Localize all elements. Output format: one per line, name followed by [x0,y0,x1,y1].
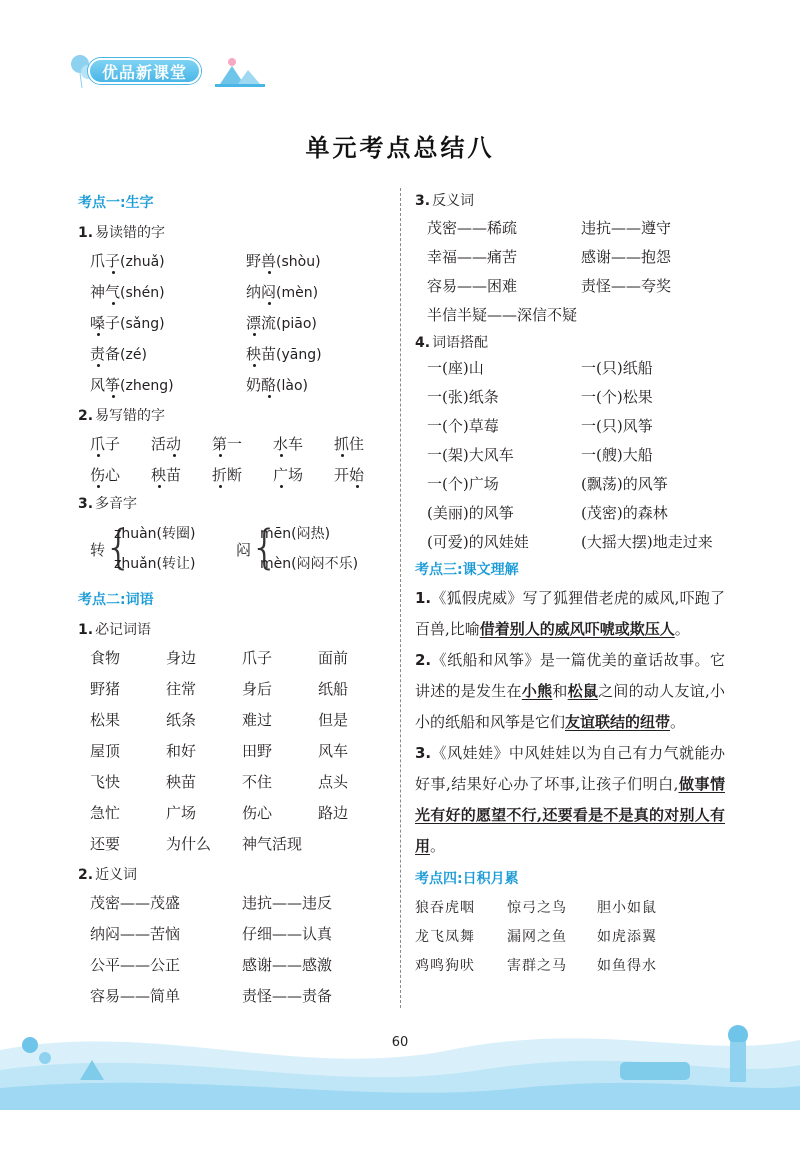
read-item [246,308,317,340]
emphasis-dot-char: 秧 [246,339,261,370]
collocation-row [415,412,725,441]
antonym-item: 责怪——夸奖 [581,277,672,295]
read-row [78,339,378,370]
collocation-item: 一(个)草莓 [427,417,499,435]
write-item [334,429,364,460]
right-column [415,192,725,981]
antonym-item: 半信半疑——深信不疑 [427,306,578,324]
footer-wave [0,1010,800,1110]
word-char: 场 [288,466,304,484]
emphasis-dot-char: 广 [273,460,288,491]
collocation-item: 一(张)纸条 [427,388,499,406]
word-item: 身后 [242,680,273,698]
word-char: 心 [105,466,121,484]
write-word [151,466,181,484]
polyphone-char: 转 [90,541,106,559]
synonym-row [78,919,378,950]
write-item [212,460,242,491]
word-item: 不住 [242,773,273,791]
synonym-item: 茂密——茂盛 [90,894,181,912]
emphasis-dot-char: 筝 [105,370,120,401]
word-item: 广场 [166,804,197,822]
synonym-item: 仔细——认真 [242,925,333,943]
word-char: 苗 [166,466,182,484]
page-number: 60 [391,1035,409,1050]
word-char: 野 [246,252,262,270]
idiom-item: 鸡鸣狗吠 [415,958,475,974]
understanding-paragraph-1: 1.《狐假虎威》写了狐狸借老虎的威风,吓跑了百兽,比喻借着别人的威风吓唬或欺压人。 [415,589,725,638]
idiom-item: 惊弓之鸟 [507,900,567,916]
idiom-item: 如虎添翼 [597,929,657,945]
collocation-item: (飘荡)的风筝 [581,475,668,493]
emphasis-dot-char: 气 [105,277,120,308]
understanding-paragraph-3: 3.《风娃娃》中风娃娃以为自己有力气就能办好事,结果好心办了坏事,让孩子们明白,做事情光有好的愿望不行,还要看是不是真的对别人有用。 [415,744,725,855]
polyphone-reading: zhuàn(转圈) [114,526,196,542]
word-item: 野猪 [90,680,121,698]
read-word [90,345,120,363]
word-item: 和好 [166,742,197,760]
must-remember-words [78,643,378,860]
word-item: 神气活现 [242,835,303,853]
emphasis-dot-char: 始 [349,460,364,491]
idiom-item: 如鱼得水 [597,958,657,974]
collocation-item: (可爱)的风娃娃 [427,533,529,551]
word-item: 往常 [166,680,197,698]
column-divider [400,188,401,1008]
collocation-row [415,354,725,383]
subhead-synonyms: 2. 近义词 [78,867,138,883]
synonym-row [78,950,378,981]
antonym-row [415,301,725,330]
write-word [90,466,120,484]
read-word [246,283,276,301]
read-word [246,314,276,332]
emphasis-dot-char: 秧 [151,460,166,491]
word-item: 食物 [90,649,121,667]
idiom-row [415,952,725,981]
word-item: 纸条 [166,711,197,729]
collocation-item: 一(座)山 [427,359,484,377]
write-word [212,435,242,453]
emphasis-dot-char: 第 [212,429,227,460]
synonym-item: 责怪——责备 [242,987,333,1005]
polyphone-reading: zhuǎn(转让) [114,556,196,572]
read-row [78,370,378,401]
emphasis-dot-char: 子 [105,246,120,277]
subhead-polyphone: 3. 多音字 [78,496,138,512]
write-item [273,460,303,491]
emphasis-dot-char: 动 [166,429,181,460]
emphasis-dot-char: 水 [273,429,288,460]
pinyin: (shòu) [276,254,321,270]
word-item: 身边 [166,649,197,667]
read-word [246,345,276,363]
word-char: 备 [105,345,121,363]
collocation-item: 一(个)广场 [427,475,499,493]
word-char: 子 [105,435,121,453]
word-char: 风 [90,376,106,394]
word-item: 风车 [318,742,349,760]
word-char: 车 [288,435,304,453]
collocation-row [415,528,725,557]
write-item [151,429,181,460]
polyphone-block [78,519,378,581]
collocation-item: 一(只)纸船 [581,359,653,377]
subhead-easy-write: 2. 易写错的字 [78,408,166,424]
section-head-2: 考点二:词语 [78,592,154,608]
words-row [78,829,378,860]
antonym-row [415,214,725,243]
read-row [78,277,378,308]
emphasis-dot-char: 兽 [261,246,276,277]
read-item [246,370,308,402]
read-row [78,308,378,339]
antonym-item: 茂密——稀疏 [427,219,518,237]
word-item: 点头 [318,773,349,791]
word-item: 面前 [318,649,349,667]
word-item: 秧苗 [166,773,197,791]
emphasis-dot-char: 闷 [261,277,276,308]
read-item [246,246,321,278]
read-item [90,308,165,340]
emphasis-dot-char: 责 [90,339,105,370]
read-item [246,339,322,371]
collocation-item: 一(只)风筝 [581,417,653,435]
pinyin: (zheng) [120,378,174,394]
read-row [78,246,378,277]
synonym-row [78,888,378,919]
word-char: 流 [261,314,277,332]
section-head-1: 考点一:生字 [78,195,154,211]
word-item: 路边 [318,804,349,822]
section-head-4: 考点四:日积月累 [415,871,519,887]
antonym-item: 幸福——痛苦 [427,248,518,266]
emphasis-dot-char: 抓 [334,429,349,460]
word-item: 爪子 [242,649,273,667]
words-row [78,798,378,829]
word-item: 还要 [90,835,121,853]
pinyin: (sǎng) [120,316,165,332]
words-row [78,767,378,798]
write-word [273,435,303,453]
write-row [78,460,378,491]
word-char: 子 [105,314,121,332]
word-item: 急忙 [90,804,121,822]
idiom-item: 龙飞凤舞 [415,929,475,945]
brace-icon: { [104,520,134,574]
read-word [246,252,276,270]
read-word [246,376,276,394]
write-word [273,466,303,484]
synonym-item: 容易——简单 [90,987,181,1005]
word-char: 爪 [90,252,106,270]
word-item: 松果 [90,711,121,729]
write-row [78,429,378,460]
word-char: 奶 [246,376,262,394]
easy-write-list [78,429,378,491]
write-word [90,435,120,453]
subhead-collocations: 4. 词语搭配 [415,335,489,351]
word-char: 神 [90,283,106,301]
collocation-item: (大摇大摆)地走过来 [581,533,713,551]
word-char: 活 [151,435,167,453]
antonym-row [415,272,725,301]
brace-icon: { [250,520,280,574]
read-item [246,277,318,309]
logo-text: 优品新课堂 [88,58,201,84]
pinyin: (mèn) [276,285,319,301]
emphasis-dot-char: 折 [212,460,227,491]
section-head-3: 考点三:课文理解 [415,562,519,578]
word-item: 伤心 [242,804,273,822]
emphasis-dot-char: 漂 [246,308,261,339]
words-row [78,674,378,705]
read-word [90,314,120,332]
understanding-paragraph-2: 2.《纸船和风筝》是一篇优美的童话故事。它讲述的是发生在小熊和松鼠之间的动人友谊,小小的纸船和风筝是它们友谊联结的纽带。 [415,651,725,731]
write-item [90,429,120,460]
word-item: 飞快 [90,773,121,791]
collocations-list [415,354,725,557]
idiom-item: 狼吞虎咽 [415,900,475,916]
synonym-item: 纳闷——苦恼 [90,925,181,943]
pinyin: (piāo) [276,316,317,332]
idiom-item: 漏网之鱼 [507,929,567,945]
antonyms-list [415,214,725,330]
subhead-antonyms: 3. 反义词 [415,193,475,209]
write-word [151,435,181,453]
write-word [212,466,242,484]
word-item: 屋顶 [90,742,121,760]
emphasis-dot-char: 伤 [90,460,105,491]
word-char: 苗 [261,345,277,363]
words-row [78,643,378,674]
left-column [78,192,378,1012]
idiom-row [415,923,725,952]
subhead-must-remember: 1. 必记词语 [78,622,152,638]
read-word [90,283,120,301]
pinyin: (shén) [120,285,165,301]
word-item: 难过 [242,711,273,729]
synonym-item: 感谢——感激 [242,956,333,974]
polyphone-reading: mēn(闷热) [260,526,331,542]
word-item: 为什么 [166,835,212,853]
word-item: 田野 [242,742,273,760]
antonym-item: 感谢——抱怨 [581,248,672,266]
collocation-item: 一(个)松果 [581,388,653,406]
word-char: 开 [334,466,350,484]
write-word [334,466,364,484]
collocation-row [415,441,725,470]
read-item [90,277,165,309]
pinyin: (zé) [120,347,147,363]
emphasis-dot-char: 酪 [261,370,276,401]
synonym-item: 公平——公正 [90,956,181,974]
write-item [212,429,242,460]
write-item [90,460,120,491]
collocation-row [415,499,725,528]
read-item [90,370,174,402]
word-item: 但是 [318,711,349,729]
idioms-list [415,894,725,981]
idiom-row [415,894,725,923]
emphasis-dot-char: 嗓 [90,308,105,339]
word-char: 纳 [246,283,262,301]
read-word [90,376,120,394]
read-word [90,252,120,270]
words-row [78,736,378,767]
words-row [78,705,378,736]
synonyms-list [78,888,378,1012]
write-item [273,429,303,460]
polyphone-reading: mèn(闷闷不乐) [260,556,359,572]
collocation-item: (茂密)的森林 [581,504,668,522]
subhead-easy-read: 1. 易读错的字 [78,225,166,241]
polyphone-char: 闷 [236,541,252,559]
pinyin: (lào) [276,378,308,394]
antonym-item: 容易——困难 [427,277,518,295]
antonym-row [415,243,725,272]
write-item [151,460,181,491]
easy-read-list [78,246,378,401]
emphasis-dot-char: 爪 [90,429,105,460]
synonym-row [78,981,378,1012]
pinyin: (zhuǎ) [120,254,165,270]
word-char: 住 [349,435,365,453]
collocation-row [415,383,725,412]
word-char: 一 [227,435,243,453]
idiom-item: 害群之马 [507,958,567,974]
antonym-item: 违抗——遵守 [581,219,672,237]
synonym-item: 违抗——违反 [242,894,333,912]
collocation-item: (美丽)的风筝 [427,504,514,522]
page-title: 单元考点总结八 [305,134,495,162]
write-word [334,435,364,453]
word-item: 纸船 [318,680,349,698]
read-item [90,246,165,278]
header-logo [70,48,270,90]
collocation-row [415,470,725,499]
read-item [90,339,147,371]
idiom-item: 胆小如鼠 [597,900,657,916]
word-char: 断 [227,466,243,484]
collocation-item: 一(艘)大船 [581,446,653,464]
write-item [334,460,364,491]
pinyin: (yāng) [276,347,322,363]
collocation-item: 一(架)大风车 [427,446,514,464]
